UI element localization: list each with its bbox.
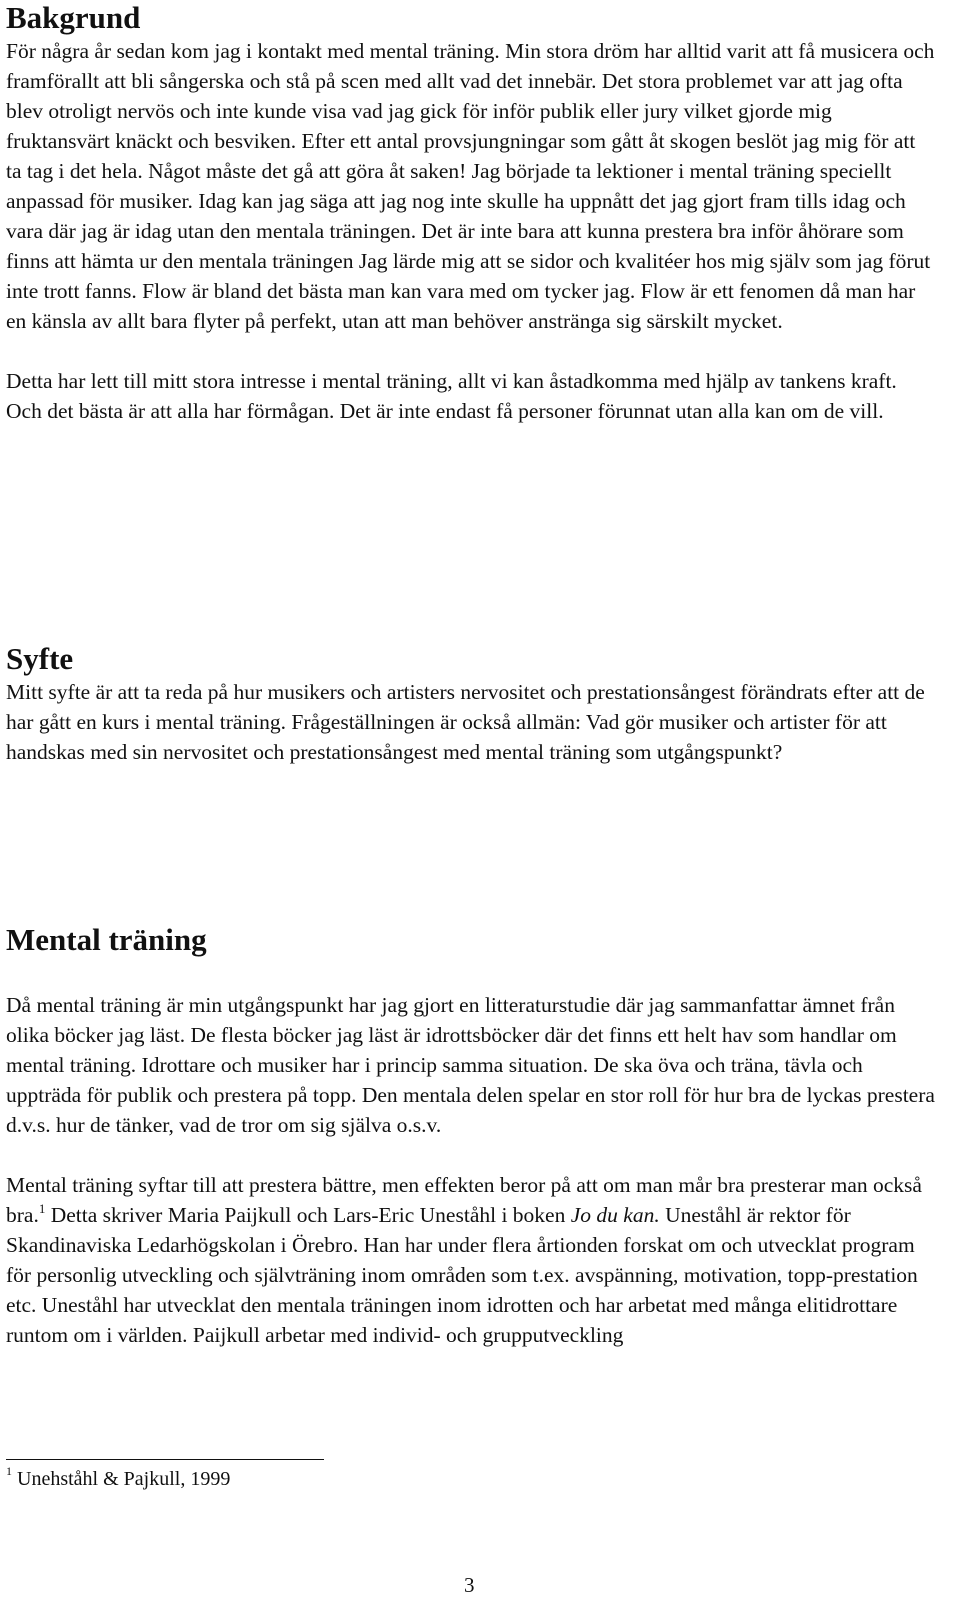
paragraph: Detta har lett till mitt stora intresse i mental träning, allt vi kan åstadkomma med hjälp av tankens kraft. Och det bästa är att alla har förmågan. Det är inte endast få personer förunnat utan alla kan om de vill. bbox=[6, 369, 897, 423]
section-heading: Syfte bbox=[6, 641, 74, 676]
paragraph: För några år sedan kom jag i kontakt med mental träning. Min stora dröm har alltid varit att få musicera och framförallt att bli sångerska och stå på scen med allt vad det innebär. Det stora problemet var att jag ofta blev otroligt nervös och inte kunde visa vad jag gick för inför publik eller jury vilket gjorde mig fruktansvärt knäckt och besviken. Efter ett antal provsjungningar som gått åt skogen beslöt jag mig för att ta tag i det hela. Något måste det gå att göra åt saken! Jag började ta lektioner i mental träning speciellt anpassad för musiker. Idag kan jag säga att jag nog inte skulle ha uppnått det jag gjort fram tills idag och vara där jag är idag utan den mentala träningen. Det är inte bara att kunna prestera bra inför åhörare som finns att hämta ur den mentala träningen Jag lärde mig att se sidor och kvalitéer hos mig själv som jag förut inte trott fanns. Flow är bland det bästa man kan vara med om tycker jag. Flow är ett fenomen då man har en känsla av allt bara flyter på perfekt, utan att man behöver anstränga sig särskilt mycket. bbox=[6, 39, 935, 333]
footnote bbox=[6, 1466, 230, 1492]
paragraph-text: Detta skriver Maria Paijkull och Lars-Eric Uneståhl i boken bbox=[45, 1203, 571, 1227]
paragraph-text: Mental träning syftar till att prestera bättre, men effekten beror på att om man mår bra presterar man också bra. bbox=[6, 1173, 922, 1227]
paragraph-text: Uneståhl är rektor för Skandinaviska Ledarhögskolan i Örebro. Han har under flera årtionden forskat om och utvecklat program för personlig utveckling och självträning inom områden som t.ex. avspänning, motivation, topp-prestation etc. Uneståhl har utvecklat den mentala träningen inom idrotten och har arbetat med många elitidrottare runtom om i världen. Paijkull arbetar med individ- och grupputveckling bbox=[6, 1203, 918, 1347]
section-syfte bbox=[6, 641, 936, 767]
paragraph: Då mental träning är min utgångspunkt har jag gjort en litteraturstudie där jag sammanfattar ämnet från olika böcker jag läst. De flesta böcker jag läst är idrottsböcker där det finns ett helt hav som handlar om mental träning. Idrottare och musiker har i princip samma situation. De ska öva och träna, tävla och uppträda för publik och prestera på topp. Den mentala delen spelar en stor roll för hur bra de lyckas prestera d.v.s. hur de tänker, vad de tror om sig själva o.s.v. bbox=[6, 993, 935, 1137]
footnote-reference[interactable]: 1 bbox=[38, 1201, 46, 1216]
footnote-divider bbox=[6, 1459, 324, 1460]
paragraph bbox=[6, 1170, 936, 1350]
section-bakgrund bbox=[6, 0, 936, 426]
paragraph: Mitt syfte är att ta reda på hur musikers och artisters nervositet och prestationsångest förändrats efter att de har gått en kurs i mental träning. Frågeställningen är också allmän: Vad gör musiker och artister för att handskas med sin nervositet och prestationsångest med mental träning som utgångspunkt? bbox=[6, 680, 925, 764]
footnote-number: 1 bbox=[6, 1464, 12, 1478]
section-heading: Mental träning bbox=[6, 922, 207, 957]
page-number: 3 bbox=[464, 1573, 475, 1597]
book-title: Jo du kan. bbox=[570, 1203, 660, 1227]
section-mental-traning bbox=[6, 922, 936, 1350]
section-heading: Bakgrund bbox=[6, 0, 141, 35]
footnote-text: Unehståhl & Pajkull, 1999 bbox=[12, 1468, 231, 1490]
